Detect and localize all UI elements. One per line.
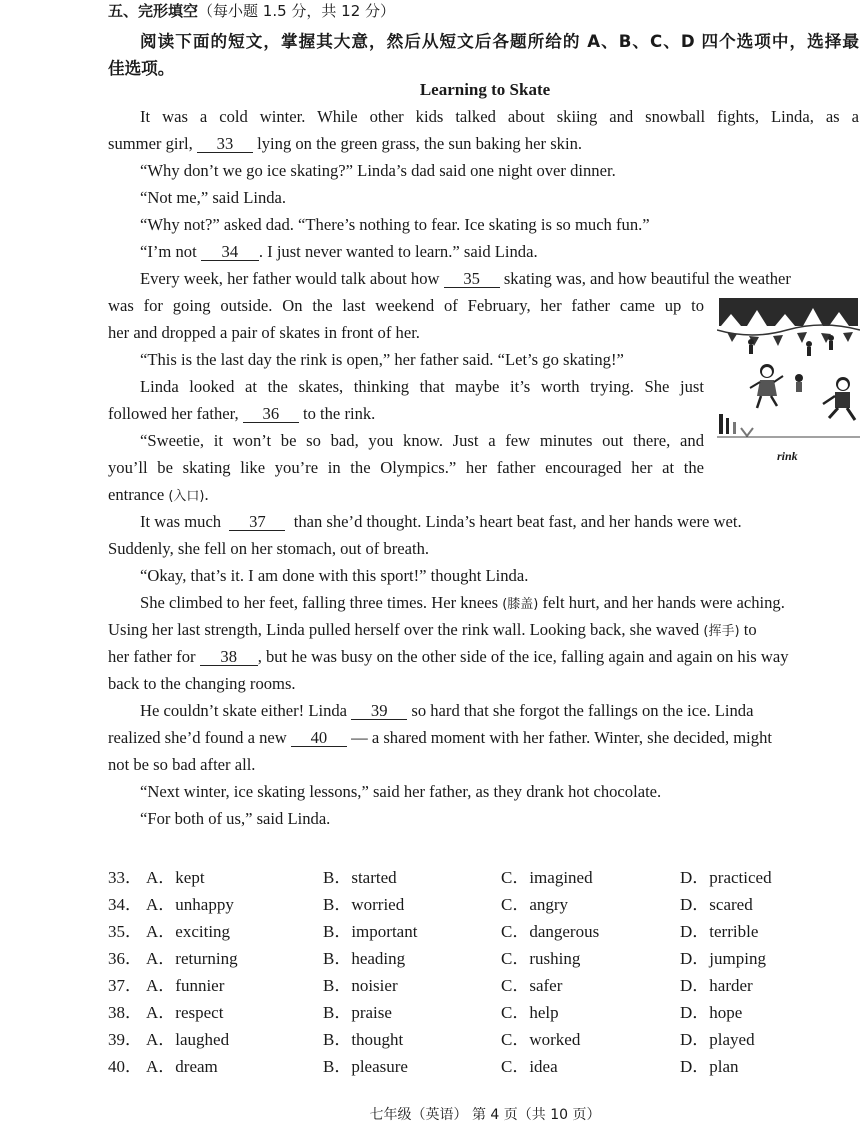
passage-line: “Okay, that’s it. I am done with this sport!” thought Linda. — [140, 566, 529, 585]
option-c[interactable]: C．angry — [501, 895, 569, 914]
page-footer: 七年级（英语） 第 4 页（共 10 页） — [369, 1107, 601, 1123]
question-number: 36． — [108, 949, 142, 968]
option-c[interactable]: C．help — [501, 1003, 559, 1022]
option-c[interactable]: C．rushing — [501, 949, 581, 968]
passage-line: summer girl, 33 lying on the green grass, the sun baking her skin. — [108, 134, 583, 153]
blank-38[interactable]: 38 — [200, 648, 258, 666]
option-d[interactable]: D．plan — [680, 1057, 739, 1076]
passage-line: Every week, her father would talk about how 35 skating was, and how beautiful the weather — [140, 269, 791, 288]
option-a[interactable]: A．returning — [146, 949, 238, 968]
option-b[interactable]: B．praise — [323, 1003, 392, 1022]
passage-line: “For both of us,” said Linda. — [140, 809, 331, 828]
option-d[interactable]: D．scared — [680, 895, 753, 914]
question-number: 38． — [108, 1003, 142, 1022]
option-d[interactable]: D．terrible — [680, 922, 759, 941]
option-a[interactable]: A．dream — [146, 1057, 218, 1076]
option-a[interactable]: A．kept — [146, 868, 205, 887]
question-number: 34． — [108, 895, 142, 914]
passage-line: not be so bad after all. — [108, 755, 256, 774]
question-number: 35． — [108, 922, 142, 941]
passage-line: It was much 37 than she’d thought. Linda’s heart beat fast, and her hands were wet. — [140, 512, 742, 531]
option-c[interactable]: C．imagined — [501, 868, 593, 887]
option-b[interactable]: B．important — [323, 922, 418, 941]
option-a[interactable]: A．respect — [146, 1003, 224, 1022]
passage-line: her and dropped a pair of skates in front of her. — [108, 323, 420, 342]
passage-line: entrance (入口). — [108, 485, 209, 504]
passage-line: It was a cold winter. While other kids talked about skiing and snowball fights, Linda, as a — [140, 107, 859, 126]
passage-line: Linda looked at the skates, thinking that maybe it’s worth trying. She just — [140, 377, 704, 396]
passage-line: Using her last strength, Linda pulled herself over the rink wall. Looking back, she waved (挥手) to — [108, 620, 757, 639]
rink-scene-icon — [717, 296, 860, 441]
passage-line: “Why not?” asked dad. “There’s nothing to fear. Ice skating is so much fun.” — [140, 215, 650, 234]
passage-line: “Sweetie, it won’t be so bad, you know. Just a few minutes out there, and — [140, 431, 704, 450]
option-d[interactable]: D．harder — [680, 976, 753, 995]
option-d[interactable]: D．played — [680, 1030, 755, 1049]
question-number: 39． — [108, 1030, 142, 1049]
option-a[interactable]: A．funnier — [146, 976, 225, 995]
option-c[interactable]: C．safer — [501, 976, 563, 995]
passage-line: back to the changing rooms. — [108, 674, 296, 693]
gloss: (膝盖) — [502, 597, 539, 612]
question-number: 33． — [108, 868, 142, 887]
blank-40[interactable]: 40 — [291, 729, 347, 747]
passage-line: was for going outside. On the last weekend of February, her father came up to — [108, 296, 704, 315]
option-b[interactable]: B．thought — [323, 1030, 404, 1049]
question-number: 37． — [108, 976, 142, 995]
option-a[interactable]: A．exciting — [146, 922, 231, 941]
blank-33[interactable]: 33 — [197, 135, 253, 153]
option-a[interactable]: A．unhappy — [146, 895, 234, 914]
passage-line: “Next winter, ice skating lessons,” said her father, as they drank hot chocolate. — [140, 782, 662, 801]
option-c[interactable]: C．worked — [501, 1030, 581, 1049]
passage-line: “I’m not 34 . I just never wanted to learn.” said Linda. — [140, 242, 538, 261]
option-b[interactable]: B．noisier — [323, 976, 398, 995]
passage-line: “This is the last day the rink is open,” her father said. “Let’s go skating!” — [140, 350, 624, 369]
option-b[interactable]: B．heading — [323, 949, 406, 968]
passage-line: realized she’d found a new 40 — a shared moment with her father. Winter, she decided, might — [108, 728, 772, 747]
option-d[interactable]: D．hope — [680, 1003, 743, 1022]
question-number: 40． — [108, 1057, 142, 1076]
passage-line: followed her father, 36 to the rink. — [108, 404, 376, 423]
passage-line: “Why don’t we go ice skating?” Linda’s dad said one night over dinner. — [140, 161, 616, 180]
section-title: 五、完形填空 — [108, 2, 199, 20]
option-a[interactable]: A．laughed — [146, 1030, 230, 1049]
section-heading — [108, 0, 395, 21]
figure-caption: rink — [777, 449, 798, 463]
option-b[interactable]: B．worried — [323, 895, 405, 914]
instruction-line-2: 佳选项。 — [108, 59, 175, 78]
passage-line: “Not me,” said Linda. — [140, 188, 287, 207]
blank-34[interactable]: 34 — [201, 243, 259, 261]
option-d[interactable]: D．jumping — [680, 949, 766, 968]
passage-line: her father for 38 , but he was busy on the other side of the ice, falling again and again on his way — [108, 647, 789, 666]
blank-37[interactable]: 37 — [229, 513, 285, 531]
passage-line: you’ll be skating like you’re in the Olympics.” her father encouraged her at the — [108, 458, 704, 477]
section-score: （每小题 1.5 分，共 12 分） — [198, 2, 396, 20]
blank-36[interactable]: 36 — [243, 405, 299, 423]
instruction-line-1: 阅读下面的短文，掌握其大意，然后从短文后各题所给的 A、B、C、D 四个选项中，选择最 — [140, 32, 859, 51]
passage-line: He couldn’t skate either! Linda 39 so hard that she forgot the fallings on the ice. Linda — [140, 701, 754, 720]
blank-35[interactable]: 35 — [444, 270, 500, 288]
blank-39[interactable]: 39 — [351, 702, 407, 720]
passage-title: Learning to Skate — [419, 80, 551, 99]
gloss: (入口) — [168, 489, 205, 504]
passage-line: She climbed to her feet, falling three times. Her knees (膝盖) felt hurt, and her hands were aching. — [140, 593, 785, 612]
option-d[interactable]: D．practiced — [680, 868, 772, 887]
gloss: (挥手) — [703, 624, 740, 639]
option-c[interactable]: C．dangerous — [501, 922, 600, 941]
rink-illustration — [717, 296, 860, 441]
option-b[interactable]: B．pleasure — [323, 1057, 408, 1076]
option-b[interactable]: B．started — [323, 868, 397, 887]
option-c[interactable]: C．idea — [501, 1057, 558, 1076]
passage-line: Suddenly, she fell on her stomach, out of breath. — [108, 539, 430, 558]
